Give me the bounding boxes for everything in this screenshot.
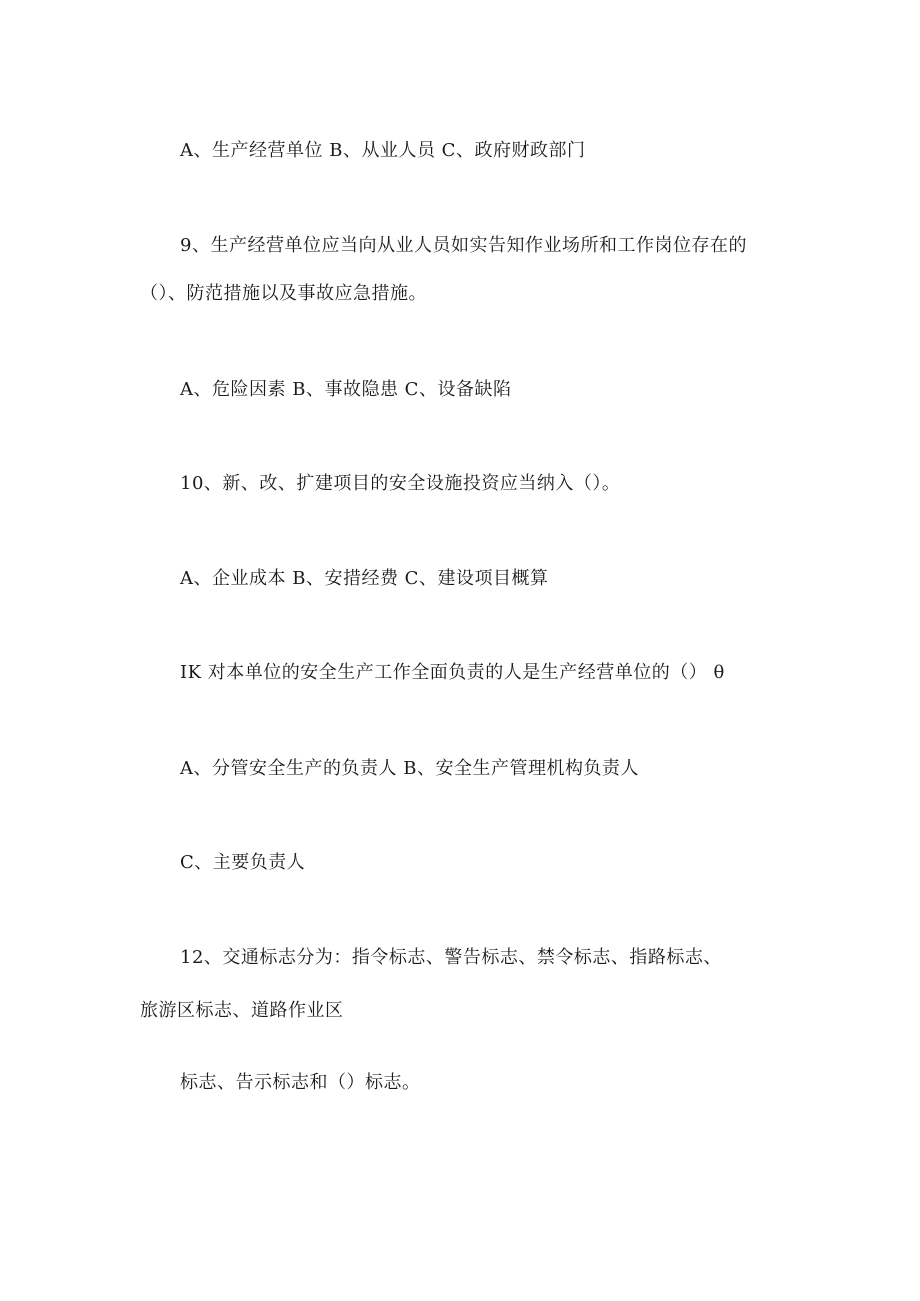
q12-question-line-3: 标志、告示标志和（）标志。	[180, 1072, 421, 1093]
q12-question-line-1: 12、交通标志分为：指令标志、警告标志、禁令标志、指路标志、	[180, 947, 722, 968]
q11-question: IK 对本单位的安全生产工作全面负责的人是生产经营单位的（） θ	[180, 662, 725, 683]
q9-options: A、危险因素 B、事故隐患 C、设备缺陷	[180, 379, 512, 400]
q12-question-line-2: 旅游区标志、道路作业区	[140, 1000, 344, 1021]
q11-options-line-1: A、分管安全生产的负责人 B、安全生产管理机构负责人	[180, 758, 639, 779]
q11-options-line-2: C、主要负责人	[180, 852, 306, 873]
q9-question-line-1: 9、生产经营单位应当向从业人员如实告知作业场所和工作岗位存在的	[180, 235, 747, 256]
q8-options: A、生产经营单位 B、从业人员 C、政府财政部门	[180, 140, 586, 161]
q10-options: A、企业成本 B、安措经费 C、建设项目概算	[180, 568, 549, 589]
q9-question-line-2: （）、防范措施以及事故应急措施。	[140, 283, 427, 304]
q10-question: 10、新、改、扩建项目的安全设施投资应当纳入（）。	[180, 473, 621, 494]
